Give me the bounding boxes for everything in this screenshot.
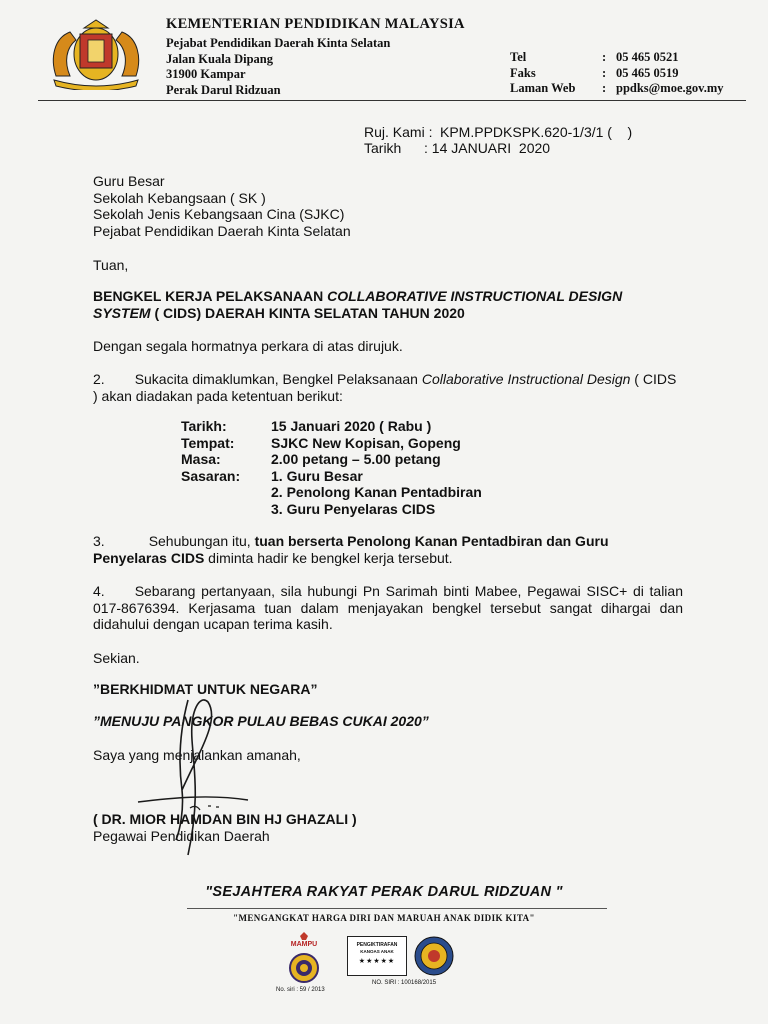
colon: : bbox=[602, 50, 607, 64]
contact-label: Laman Web bbox=[510, 81, 576, 95]
state-motto: "SEJAHTERA RAKYAT PERAK DARUL RIDZUAN " bbox=[205, 884, 563, 900]
certification-seal-logo bbox=[414, 936, 454, 976]
paragraph-text: Sukacita dimaklumkan, Bengkel Pelaksanaan bbox=[134, 371, 422, 387]
event-details bbox=[181, 418, 482, 517]
paragraph-italic: Collaborative Instructional Design bbox=[421, 371, 631, 387]
certification-serial: NO. SIRI : 100168/2015 bbox=[372, 980, 437, 986]
contact-value: ppdks@moe.gov.my bbox=[616, 81, 724, 95]
footer-tagline: "MENGANGKAT HARGA DIRI DAN MARUAH ANAK DIDIK KITA" bbox=[233, 913, 535, 923]
badge-title: PENGIKTIRAFAN bbox=[356, 942, 398, 948]
paragraph-text: Sebarang pertanyaan, sila hubungi Pn Sarimah binti Mabee, Pegawai SISC+ di talian 017-8676394. Kerjasama tuan dalam menjayakan bengkel tersebut sangat dihargai dan didahului dengan ucapan terima kasih. bbox=[93, 583, 683, 632]
detail-label: Tarikh: bbox=[181, 418, 227, 434]
pangkor-motto: ”MENUJU PANGKOR PULAU BEBAS CUKAI 2020” bbox=[93, 713, 429, 729]
detail-value: 3. Guru Penyelaras CIDS bbox=[271, 500, 436, 517]
reference-label: Ruj. Kami : bbox=[364, 124, 433, 140]
paragraph-text: ( CIDS ) akan diadakan pada ketentuan berikut: bbox=[93, 371, 677, 404]
contact-value: 05 465 0521 bbox=[616, 50, 679, 64]
detail-value: SJKC New Kopisan, Gopeng bbox=[271, 434, 461, 451]
colon: : bbox=[602, 65, 607, 80]
paragraph-text: diminta hadir ke bengkel kerja tersebut. bbox=[204, 549, 453, 566]
contact-label: Tel bbox=[510, 50, 527, 64]
opening-line: Dengan segala hormatnya perkara di atas dirujuk. bbox=[93, 338, 403, 354]
contact-label: Faks bbox=[510, 65, 536, 80]
recipient-line: Sekolah Jenis Kebangsaan Cina (SJKC) bbox=[93, 206, 345, 222]
contact-block bbox=[510, 50, 723, 97]
service-motto: ”BERKHIDMAT UNTUK NEGARA” bbox=[93, 681, 318, 697]
detail-row bbox=[181, 418, 482, 435]
detail-row bbox=[181, 468, 482, 485]
address-line: 31900 Kampar bbox=[166, 67, 246, 81]
detail-value: 1. Guru Besar bbox=[271, 467, 363, 484]
detail-label: Masa: bbox=[181, 451, 221, 467]
subject-text: BENGKEL KERJA PELAKSANAAN bbox=[93, 288, 328, 304]
salutation: Tuan, bbox=[93, 257, 129, 273]
paragraph-3 bbox=[93, 533, 683, 566]
detail-label: Sasaran: bbox=[181, 467, 241, 484]
paragraph-text: Sehubungan itu, bbox=[148, 533, 255, 549]
recipients-block bbox=[93, 173, 683, 239]
signatory-title: Pegawai Pendidikan Daerah bbox=[93, 828, 270, 844]
letterhead-divider bbox=[38, 100, 746, 101]
star-rating-icon: ★★★★★ bbox=[358, 958, 396, 965]
recipient-line: Guru Besar bbox=[93, 173, 165, 189]
detail-row bbox=[181, 435, 482, 452]
date-row bbox=[364, 140, 632, 156]
date-label: Tarikh bbox=[364, 140, 402, 156]
address-line: Jalan Kuala Dipang bbox=[166, 51, 273, 66]
recognition-badge bbox=[347, 936, 407, 976]
closing-line: Sekian. bbox=[93, 650, 140, 666]
letter-date: : 14 JANUARI 2020 bbox=[424, 140, 551, 156]
letter-subject bbox=[93, 288, 683, 321]
signatory-name: ( DR. MIOR HAMDAN BIN HJ GHAZALI ) bbox=[93, 811, 357, 827]
colon: : bbox=[602, 81, 607, 95]
trust-line: Saya yang menjalankan amanah, bbox=[93, 747, 301, 763]
detail-label bbox=[181, 484, 271, 501]
subject-italic: COLLABORATIVE INSTRUCTIONAL DESIGN SYSTEM bbox=[93, 288, 623, 321]
office-address bbox=[166, 36, 390, 98]
recipient-line: Pejabat Pendidikan Daerah Kinta Selatan bbox=[93, 222, 351, 239]
paragraph-number: 3. bbox=[93, 533, 105, 549]
paragraph-number: 4. bbox=[93, 583, 105, 599]
detail-row bbox=[181, 484, 482, 501]
contact-row-web bbox=[510, 81, 723, 97]
address-line: Perak Darul Ridzuan bbox=[166, 82, 281, 97]
mampu-logo-label: MAMPU bbox=[290, 941, 318, 948]
contact-value: 05 465 0519 bbox=[616, 65, 679, 80]
footer-divider bbox=[187, 908, 607, 909]
paragraph-2 bbox=[93, 371, 683, 404]
detail-row bbox=[181, 501, 482, 518]
recipient-line: Sekolah Kebangsaan ( SK ) bbox=[93, 189, 266, 206]
detail-label: Tempat: bbox=[181, 434, 235, 451]
certification-serial: No. siri : 59 / 2013 bbox=[276, 987, 325, 993]
detail-value: 15 Januari 2020 ( Rabu ) bbox=[271, 418, 432, 434]
contact-row-tel bbox=[510, 50, 723, 66]
detail-value: 2. Penolong Kanan Pentadbiran bbox=[271, 484, 482, 500]
paragraph-4 bbox=[93, 583, 683, 633]
contact-row-fax bbox=[510, 66, 723, 82]
detail-label bbox=[181, 501, 271, 518]
detail-value: 2.00 petang – 5.00 petang bbox=[271, 451, 441, 467]
reference-block bbox=[364, 124, 632, 156]
reference-row bbox=[364, 124, 632, 140]
paragraph-number: 2. bbox=[93, 371, 105, 387]
malaysia-coat-of-arms-logo bbox=[40, 18, 152, 90]
address-line: Pejabat Pendidikan Daerah Kinta Selatan bbox=[166, 36, 391, 50]
detail-row bbox=[181, 451, 482, 468]
ministry-name: KEMENTERIAN PENDIDIKAN MALAYSIA bbox=[166, 16, 465, 32]
badge-subtitle: KANOAS ANAK bbox=[360, 949, 394, 954]
subject-text: ( CIDS) DAERAH KINTA SELATAN TAHUN 2020 bbox=[150, 304, 465, 321]
reference-number: KPM.PPDKSPK.620-1/3/1 ( ) bbox=[440, 124, 633, 140]
paragraph-bold: tuan berserta Penolong Kanan Pentadbiran dan Guru Penyelaras CIDS bbox=[93, 533, 609, 566]
